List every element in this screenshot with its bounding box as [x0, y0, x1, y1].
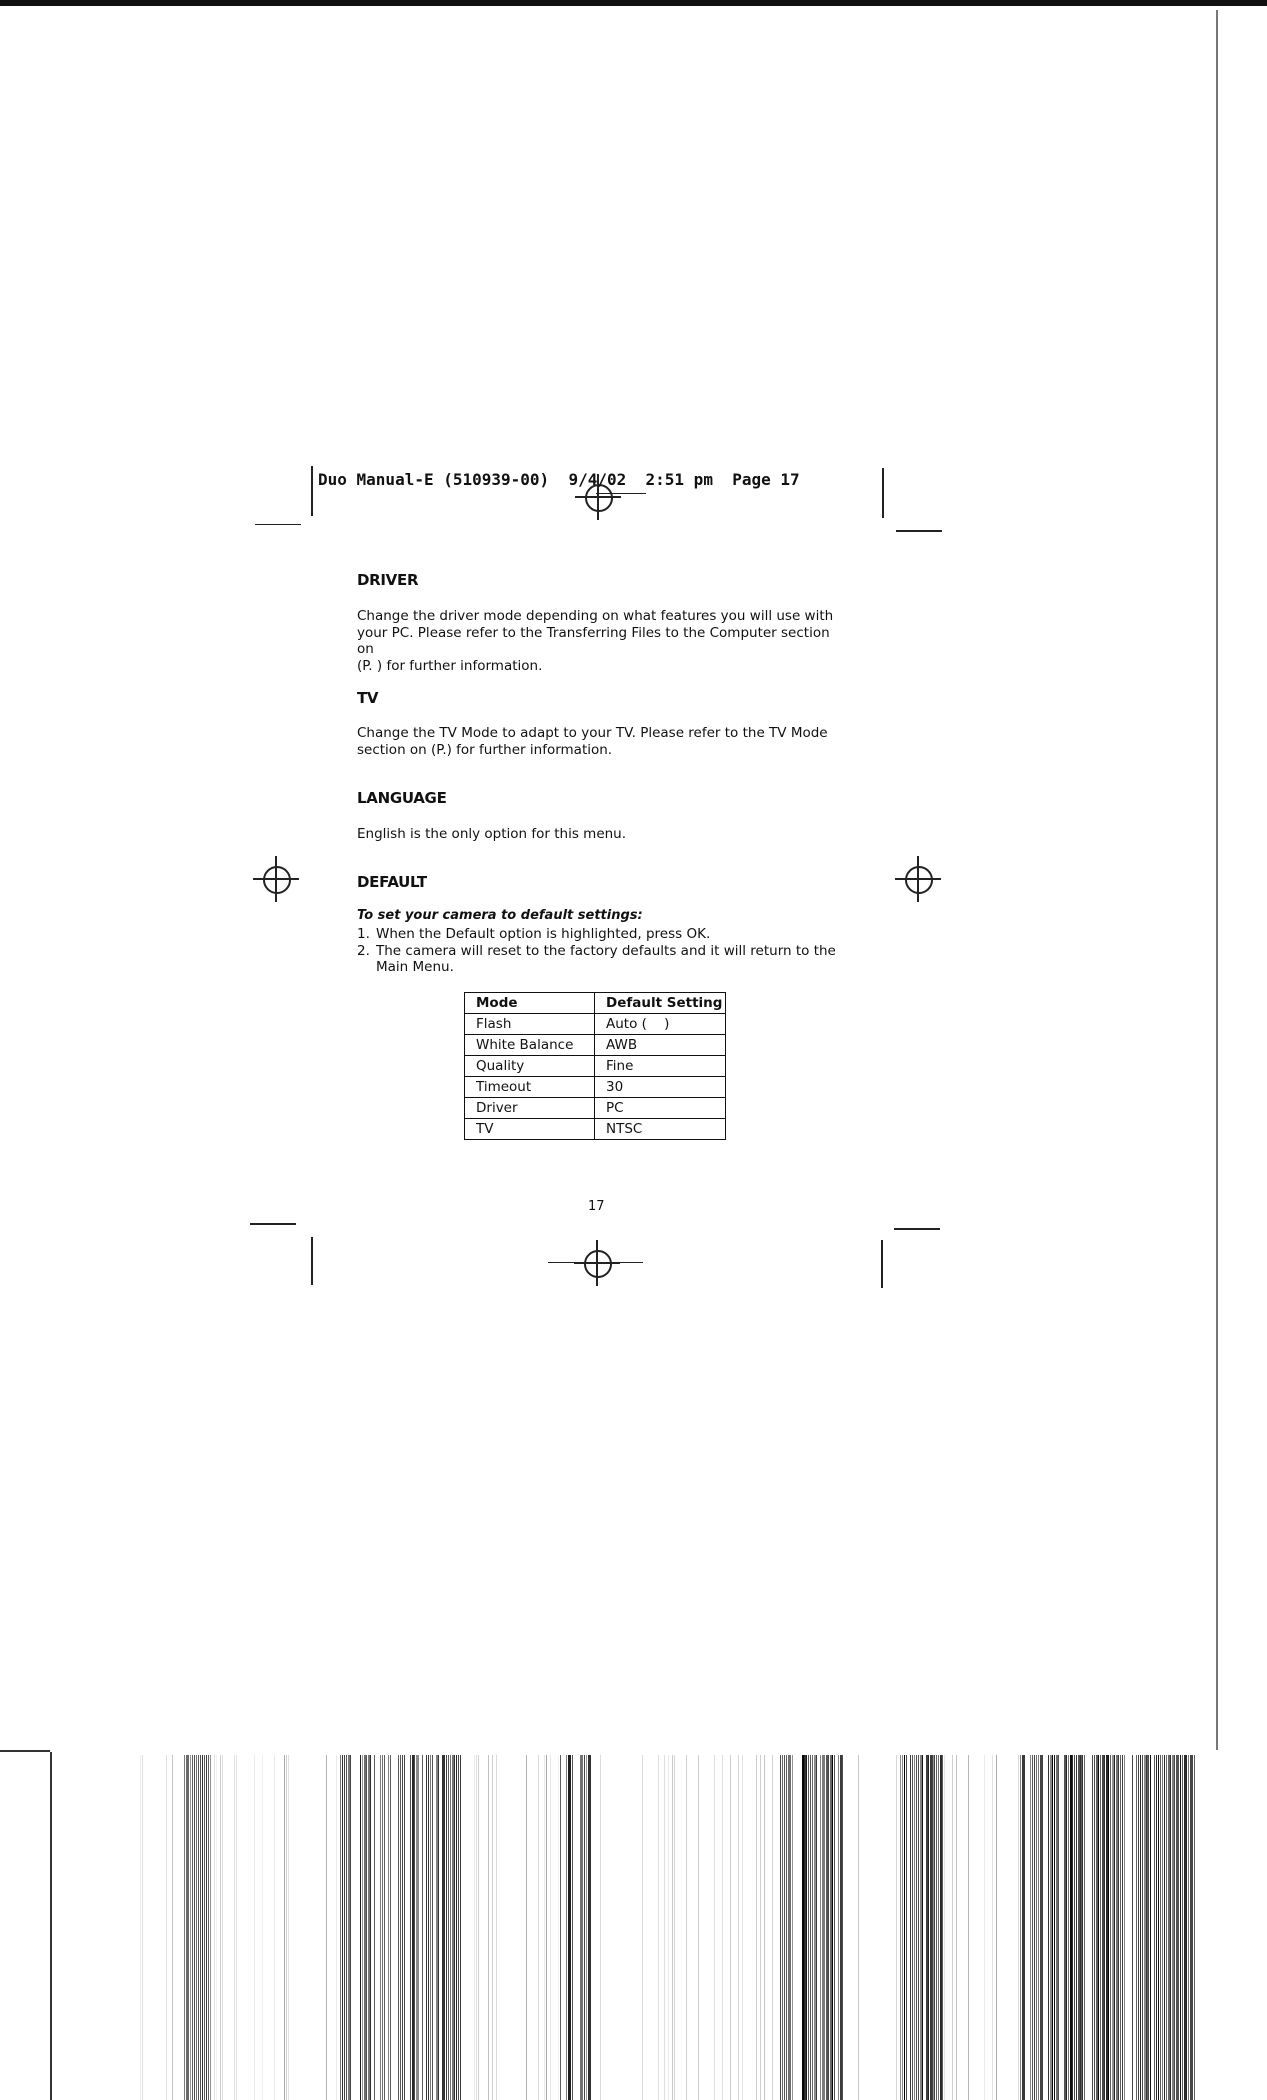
registration-mark — [895, 856, 941, 902]
scan-streak — [784, 1755, 785, 2100]
crop-mark — [255, 524, 301, 525]
scan-streak — [834, 1755, 835, 2100]
scan-streak — [1166, 1755, 1167, 2100]
scan-streak — [1098, 1755, 1099, 2100]
scan-streak — [760, 1755, 761, 2100]
scan-streak — [288, 1755, 289, 2100]
scan-streak — [772, 1755, 773, 2100]
scan-streak — [936, 1755, 937, 2100]
scan-streak — [398, 1755, 399, 2100]
crop-mark — [311, 1237, 313, 1285]
scan-streak — [438, 1755, 439, 2100]
scan-streak — [916, 1755, 917, 2100]
scan-streak — [496, 1755, 497, 2100]
scan-streak — [566, 1755, 567, 2100]
scan-streak — [842, 1755, 843, 2100]
scan-streak — [140, 1755, 141, 2100]
scan-streak — [952, 1755, 953, 2100]
scan-streak — [1122, 1755, 1123, 2100]
scan-streak — [404, 1755, 405, 2100]
scan-streak — [1038, 1755, 1039, 2100]
table-cell: Flash — [465, 1014, 595, 1035]
scan-streak — [810, 1755, 811, 2100]
default-heading: DEFAULT — [357, 873, 427, 891]
scan-streak — [1154, 1755, 1155, 2100]
scan-streak — [488, 1755, 489, 2100]
scan-streak — [262, 1755, 263, 2100]
scan-streak — [738, 1755, 739, 2100]
scan-streak — [1156, 1755, 1157, 2100]
scan-streak — [380, 1755, 381, 2100]
scan-streak — [816, 1755, 817, 2100]
scan-streak — [1180, 1755, 1181, 2100]
list-item: 2. The camera will reset to the factory defaults and it will return to the Main Menu. — [357, 942, 836, 975]
table-cell: White Balance — [465, 1035, 595, 1056]
table-row — [465, 1098, 726, 1119]
table-cell: Timeout — [465, 1077, 595, 1098]
scan-streak — [1162, 1755, 1163, 2100]
scan-streak — [572, 1755, 573, 2100]
scan-streak — [1042, 1755, 1043, 2100]
scan-streak — [906, 1755, 907, 2100]
table-row — [465, 1077, 726, 1098]
table-cell: Driver — [465, 1098, 595, 1119]
scan-streak — [414, 1755, 415, 2100]
scan-streak — [1132, 1755, 1133, 2100]
scan-streak — [686, 1755, 687, 2100]
default-settings-table — [464, 992, 726, 1140]
scan-streak — [788, 1755, 791, 2100]
scan-streak — [410, 1755, 411, 2100]
scan-streak — [142, 1755, 143, 2100]
scan-streak — [1030, 1755, 1031, 2100]
crop-mark — [896, 530, 942, 532]
table-cell: Quality — [465, 1056, 595, 1077]
scan-streak — [1124, 1755, 1125, 2100]
scan-streak — [216, 1755, 217, 2100]
scan-streak — [674, 1755, 675, 2100]
scan-streak — [1048, 1755, 1049, 2100]
scan-streak — [384, 1755, 385, 2100]
default-subheading: To set your camera to default settings: — [357, 908, 643, 923]
default-steps — [357, 926, 847, 976]
scan-streak — [366, 1755, 367, 2100]
scan-streak — [658, 1755, 659, 2100]
registration-mark — [253, 856, 299, 902]
scan-streak — [1104, 1755, 1105, 2100]
scan-streak — [1174, 1755, 1175, 2100]
scan-streak — [1092, 1755, 1093, 2100]
scan-streak — [432, 1755, 433, 2100]
scan-streak — [1018, 1755, 1019, 2100]
scan-streak — [1150, 1755, 1151, 2100]
scan-streak — [812, 1755, 813, 2100]
table-header: Default Setting — [595, 993, 726, 1014]
scan-streak — [560, 1755, 561, 2100]
scan-streak — [546, 1755, 547, 2100]
page-number: 17 — [588, 1199, 605, 1214]
table-row — [465, 1119, 726, 1140]
scan-streak — [722, 1755, 723, 2100]
scan-noise-band — [140, 1755, 1195, 2100]
scan-streak — [478, 1755, 479, 2100]
scan-streak — [454, 1755, 455, 2100]
scan-streak — [200, 1755, 201, 2100]
scan-streak — [558, 1755, 559, 2100]
scan-streak — [968, 1755, 969, 2100]
scan-streak — [838, 1755, 839, 2100]
driver-heading: DRIVER — [357, 571, 419, 589]
scan-streak — [742, 1755, 743, 2100]
table-row — [465, 1056, 726, 1077]
scan-streak — [984, 1755, 985, 2100]
scan-streak — [900, 1755, 901, 2100]
scan-streak — [1188, 1755, 1189, 2100]
scan-streak — [1034, 1755, 1035, 2100]
registration-mark — [574, 1240, 620, 1286]
scan-streak — [672, 1755, 673, 2100]
scan-streak — [210, 1755, 211, 2100]
scan-streak — [912, 1755, 913, 2100]
scan-streak — [192, 1755, 193, 2100]
scan-streak — [956, 1755, 957, 2100]
table-cell: AWB — [595, 1035, 726, 1056]
scan-streak — [422, 1755, 423, 2100]
scan-streak — [254, 1755, 255, 2100]
scan-streak — [714, 1755, 715, 2100]
scan-streak — [580, 1755, 583, 2100]
scan-streak — [668, 1755, 669, 2100]
scan-streak — [1148, 1755, 1149, 2100]
scan-streak — [1074, 1755, 1075, 2100]
scan-streak — [928, 1755, 929, 2100]
scan-streak — [1072, 1755, 1073, 2100]
table-cell: 30 — [595, 1077, 726, 1098]
slug-underline — [596, 493, 646, 494]
scan-streak — [460, 1755, 461, 2100]
scan-streak — [918, 1755, 919, 2100]
scan-streak — [286, 1755, 287, 2100]
scan-streak — [448, 1755, 449, 2100]
scan-streak — [584, 1755, 585, 2100]
scan-streak — [1194, 1755, 1195, 2100]
scan-streak — [806, 1755, 807, 2100]
scan-left-stub — [0, 1750, 50, 1752]
scan-streak — [792, 1755, 793, 2100]
table-cell: Auto ( ) — [595, 1014, 726, 1035]
scan-streak — [642, 1755, 643, 2100]
scan-streak — [1138, 1755, 1139, 2100]
scan-streak — [446, 1755, 447, 2100]
table-header-row — [465, 993, 726, 1014]
scan-streak — [342, 1755, 343, 2100]
language-text: English is the only option for this menu. — [357, 826, 627, 842]
scan-streak — [184, 1755, 185, 2100]
scan-streak — [1084, 1755, 1085, 2100]
scan-streak — [388, 1755, 389, 2100]
scan-streak — [942, 1755, 943, 2100]
scan-streak — [336, 1755, 337, 2100]
scan-streak — [1076, 1755, 1077, 2100]
scan-streak — [202, 1755, 203, 2100]
scan-streak — [586, 1755, 587, 2100]
scan-streak — [206, 1755, 207, 2100]
crop-mark — [881, 1240, 883, 1288]
scan-streak — [1164, 1755, 1165, 2100]
scan-streak — [186, 1755, 189, 2100]
scan-streak — [444, 1755, 445, 2100]
scan-streak — [1068, 1755, 1069, 2100]
tv-heading: TV — [357, 689, 379, 707]
scan-streak — [236, 1755, 237, 2100]
scan-streak — [600, 1755, 601, 2100]
scan-streak — [1190, 1755, 1193, 2100]
scan-streak — [1136, 1755, 1137, 2100]
scan-streak — [326, 1755, 327, 2100]
scan-streak — [730, 1755, 731, 2100]
scan-streak — [362, 1755, 363, 2100]
list-item: 1. When the Default option is highlighted, press OK. — [357, 926, 711, 942]
scan-streak — [402, 1755, 403, 2100]
scan-streak — [786, 1755, 787, 2100]
scan-streak — [1032, 1755, 1033, 2100]
scan-streak — [910, 1755, 911, 2100]
scan-streak — [934, 1755, 935, 2100]
scan-streak — [194, 1755, 195, 2100]
table-cell: PC — [595, 1098, 726, 1119]
scan-streak — [214, 1755, 215, 2100]
table-header: Mode — [465, 993, 595, 1014]
scan-right-edge — [1216, 10, 1218, 1750]
scan-streak — [172, 1755, 173, 2100]
scan-streak — [992, 1755, 993, 2100]
scan-streak — [1120, 1755, 1121, 2100]
scan-streak — [1020, 1755, 1021, 2100]
scan-streak — [190, 1755, 191, 2100]
scan-streak — [430, 1755, 431, 2100]
scan-streak — [944, 1755, 945, 2100]
scan-streak — [822, 1755, 825, 2100]
scan-streak — [1160, 1755, 1161, 2100]
scan-streak — [196, 1755, 197, 2100]
scan-streak — [1114, 1755, 1115, 2100]
crop-mark — [250, 1223, 296, 1225]
scan-streak — [1108, 1755, 1109, 2100]
scan-streak — [456, 1755, 457, 2100]
scan-streak — [400, 1755, 401, 2100]
scan-streak — [1176, 1755, 1179, 2100]
driver-text: Change the driver mode depending on what features you will use with your PC. Please refer to the Transferring Files to the Computer section on (P. ) for further information. — [357, 608, 834, 674]
scan-streak — [1058, 1755, 1059, 2100]
print-slug: Duo Manual-E (510939-00) 9/4/02 2:51 pm Page 17 — [318, 470, 800, 489]
crop-mark — [882, 468, 884, 518]
scan-streak — [374, 1755, 375, 2100]
scan-streak — [450, 1755, 451, 2100]
scan-streak — [568, 1755, 571, 2100]
scan-streak — [922, 1755, 923, 2100]
table-row — [465, 1035, 726, 1056]
scan-streak — [382, 1755, 383, 2100]
scan-streak — [1066, 1755, 1067, 2100]
scan-streak — [764, 1755, 765, 2100]
scan-streak — [526, 1755, 527, 2100]
scan-streak — [858, 1755, 859, 2100]
scan-streak — [902, 1755, 903, 2100]
scan-streak — [390, 1755, 391, 2100]
scan-streak — [780, 1755, 781, 2100]
scan-streak — [896, 1755, 897, 2100]
scan-streak — [1052, 1755, 1053, 2100]
scan-streak — [1158, 1755, 1159, 2100]
scan-streak — [698, 1755, 699, 2100]
scan-streak — [234, 1755, 235, 2100]
scan-streak — [1094, 1755, 1095, 2100]
scan-streak — [428, 1755, 429, 2100]
scan-streak — [544, 1755, 545, 2100]
table-cell: NTSC — [595, 1119, 726, 1140]
scan-streak — [538, 1755, 539, 2100]
scan-streak — [1036, 1755, 1037, 2100]
scan-streak — [832, 1755, 833, 2100]
scan-streak — [204, 1755, 205, 2100]
crop-mark — [894, 1228, 940, 1230]
scan-streak — [1142, 1755, 1143, 2100]
scan-streak — [1022, 1755, 1025, 2100]
scan-streak — [1186, 1755, 1187, 2100]
scan-streak — [476, 1755, 477, 2100]
scan-streak — [198, 1755, 199, 2100]
scan-streak — [274, 1755, 275, 2100]
crop-mark — [311, 466, 313, 516]
scan-streak — [914, 1755, 915, 2100]
scan-streak — [220, 1755, 221, 2100]
scan-streak — [664, 1755, 665, 2100]
registration-line — [548, 1262, 643, 1263]
scan-streak — [1170, 1755, 1171, 2100]
scan-streak — [350, 1755, 351, 2100]
scan-streak — [426, 1755, 427, 2100]
scan-streak — [284, 1755, 285, 2100]
scan-streak — [346, 1755, 347, 2100]
scan-streak — [828, 1755, 829, 2100]
scan-streak — [756, 1755, 757, 2100]
scan-streak — [938, 1755, 939, 2100]
scan-streak — [360, 1755, 361, 2100]
scan-streak — [340, 1755, 341, 2100]
scan-streak — [1118, 1755, 1119, 2100]
scan-streak — [166, 1755, 167, 2100]
scan-streak — [996, 1755, 997, 2100]
scan-top-edge — [0, 0, 1267, 6]
scan-streak — [458, 1755, 459, 2100]
scan-streak — [550, 1755, 551, 2100]
scan-left-edge — [50, 1752, 52, 2100]
scan-streak — [588, 1755, 591, 2100]
scan-streak — [1054, 1755, 1055, 2100]
scan-streak — [416, 1755, 419, 2100]
scan-streak — [1100, 1755, 1101, 2100]
tv-text: Change the TV Mode to adapt to your TV. Please refer to the TV Mode section on (P.) for further information. — [357, 725, 828, 758]
table-cell: Fine — [595, 1056, 726, 1077]
scan-streak — [1082, 1755, 1083, 2100]
scan-streak — [1140, 1755, 1141, 2100]
scan-streak — [904, 1755, 905, 2100]
scan-streak — [1182, 1755, 1183, 2100]
scan-streak — [370, 1755, 371, 2100]
scan-streak — [492, 1755, 493, 2100]
language-heading: LANGUAGE — [357, 789, 447, 807]
scan-streak — [820, 1755, 821, 2100]
scan-streak — [1110, 1755, 1111, 2100]
scan-streak — [344, 1755, 345, 2100]
table-cell: TV — [465, 1119, 595, 1140]
table-row — [465, 1014, 726, 1035]
scan-streak — [474, 1755, 475, 2100]
scan-streak — [808, 1755, 809, 2100]
scan-streak — [782, 1755, 783, 2100]
scan-streak — [208, 1755, 209, 2100]
scan-streak — [222, 1755, 223, 2100]
